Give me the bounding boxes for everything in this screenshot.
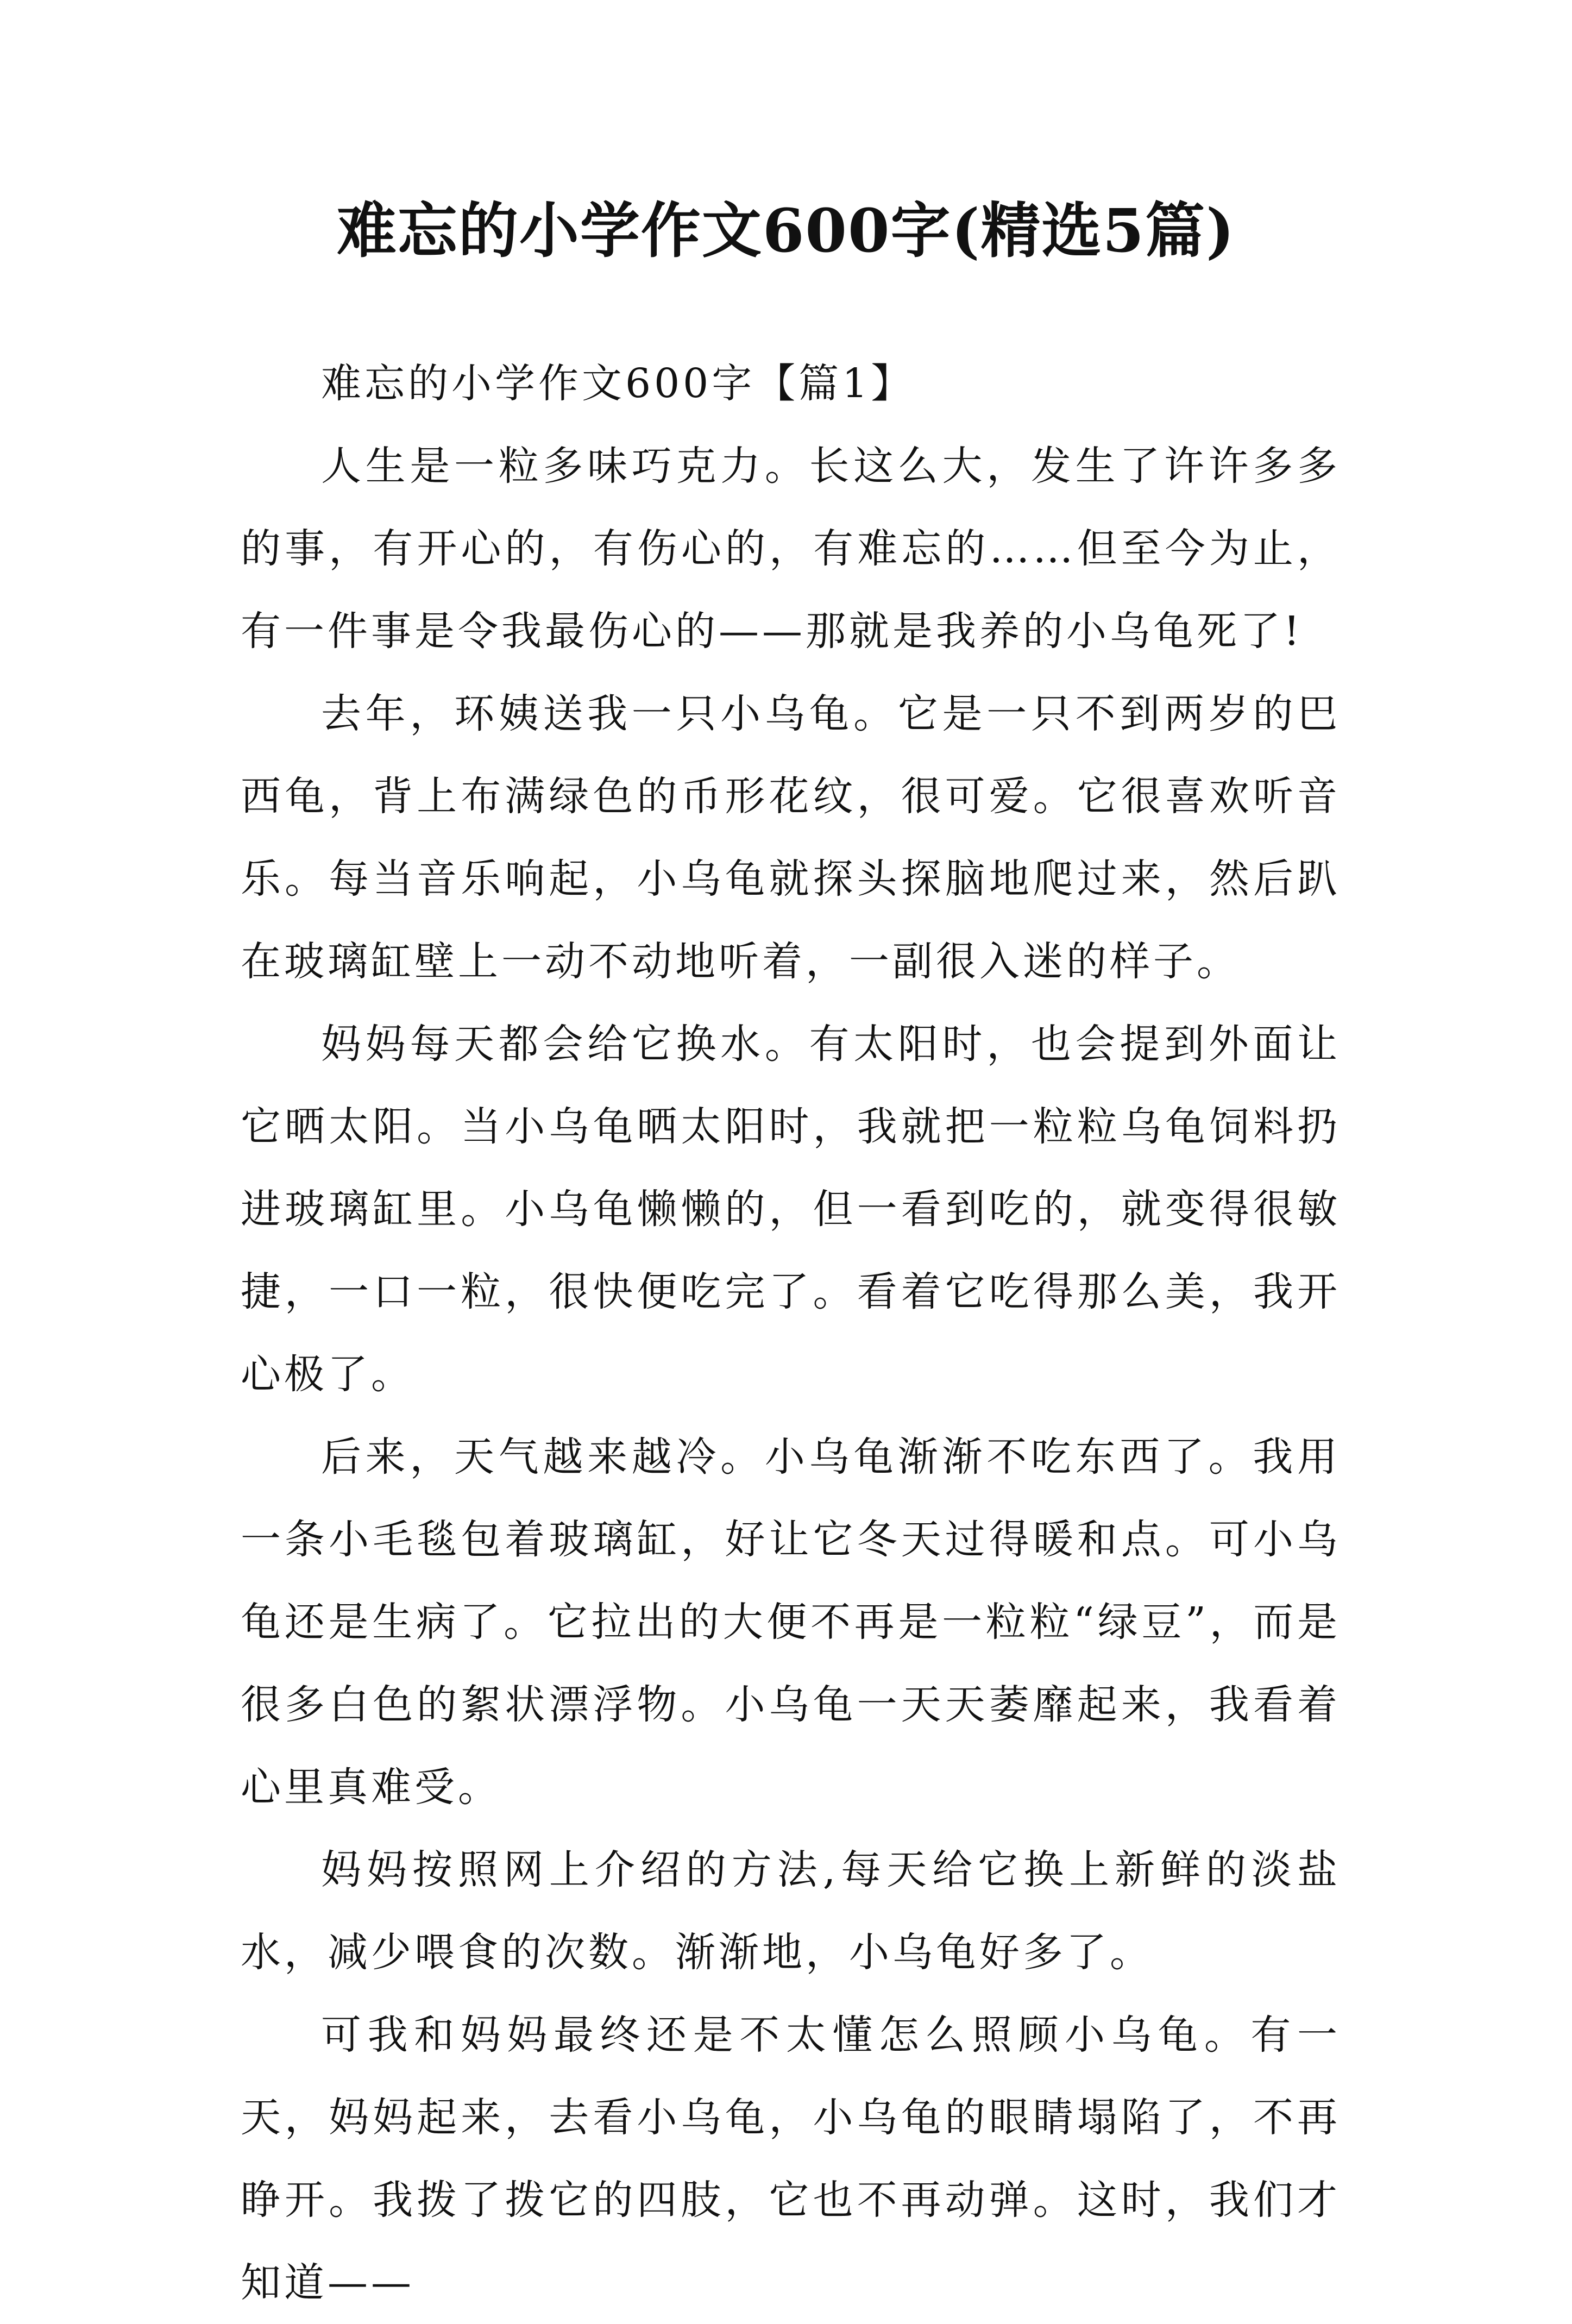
paragraph: 妈妈每天都会给它换水。有太阳时，也会提到外面让它晒太阳。当小乌龟晒太阳时，我就把一粒粒乌龟饲料扔进玻璃缸里。小乌龟懒懒的，但一看到吃的，就变得很敏捷，一口一粒，很快便吃完了。看着它吃得那么美，我开心极了。 (241, 1021, 1341, 1398)
paragraph: 去年，环姨送我一只小乌龟。它是一只不到两岁的巴西龟，背上布满绿色的币形花纹，很可爱。它很喜欢听音乐。每当音乐响起，小乌龟就探头探脑地爬过来，然后趴在玻璃缸壁上一动不动地听着，一副很入迷的样子。 (241, 690, 1341, 985)
paragraph: 可我和妈妈最终还是不太懂怎么照顾小乌龟。有一天，妈妈起来，去看小乌龟，小乌龟的眼睛塌陷了，不再睁开。我拨了拨它的四肢，它也不再动弹。这时，我们才知道—— (241, 2012, 1341, 2306)
document-title: 难忘的小学作文600字(精选5篇) (336, 196, 1236, 266)
paragraph: 妈妈按照网上介绍的方法,每天给它换上新鲜的淡盐水，减少喂食的次数。渐渐地，小乌龟好多了。 (241, 1846, 1341, 1976)
document-body (241, 342, 1341, 2324)
section-heading: 难忘的小学作文600字【篇1】 (321, 360, 915, 407)
paragraph: 后来，天气越来越冷。小乌龟渐渐不吃东西了。我用一条小毛毯包着玻璃缸，好让它冬天过得暖和点。可小乌龟还是生病了。它拉出的大便不再是一粒粒“绿豆”，而是很多白色的絮状漂浮物。小乌龟一天天萎靡起来，我看着心里真难受。 (241, 1434, 1341, 1811)
paragraph: 人生是一粒多味巧克力。长这么大，发生了许许多多的事，有开心的，有伤心的，有难忘的……但至今为止，有一件事是令我最伤心的——那就是我养的小乌龟死了! (241, 443, 1341, 655)
